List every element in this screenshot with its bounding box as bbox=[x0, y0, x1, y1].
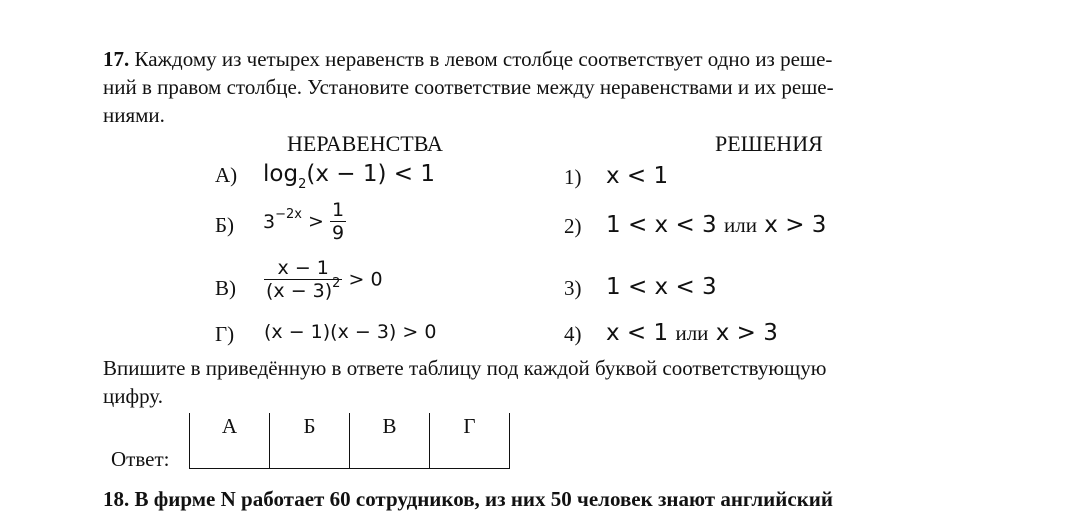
task-statement-line-2: ний в правом столбце. Установите соответствие между неравенствами и их реше- bbox=[103, 75, 834, 99]
solution-1-label: 1) bbox=[564, 165, 582, 189]
header-solutions: РЕШЕНИЯ bbox=[715, 131, 823, 156]
fraction-one-ninth bbox=[330, 199, 346, 244]
inequality-a-label: А) bbox=[215, 163, 238, 187]
solution-3-label: 3) bbox=[564, 276, 582, 300]
inequality-b-expr bbox=[263, 199, 346, 244]
inequality-g-expr: (x − 1)(x − 3) > 0 bbox=[264, 321, 437, 343]
answer-col-v: В bbox=[350, 413, 430, 440]
answer-label: Ответ: bbox=[111, 447, 170, 471]
denominator-exponent: 2 bbox=[332, 276, 341, 291]
solution-2-part-2: x > 3 bbox=[764, 212, 827, 238]
instruction-line-2: цифру. bbox=[103, 384, 163, 408]
header-inequalities: НЕРАВЕНСТВА bbox=[287, 131, 443, 156]
task-number: 17. bbox=[103, 47, 130, 71]
task-text-1: Каждому из четырех неравенств в левом столбце соответствует одно из реше- bbox=[134, 47, 833, 71]
inequality-v-expr bbox=[264, 257, 383, 302]
solution-4-part-2: x > 3 bbox=[715, 320, 778, 346]
inequality-b-label: Б) bbox=[215, 213, 235, 237]
answer-col-b: Б bbox=[270, 413, 350, 440]
fraction-denominator: 9 bbox=[331, 222, 345, 244]
inequality-a-rest: (x − 1) < 1 bbox=[306, 161, 435, 187]
solution-3-expr: 1 < x < 3 bbox=[606, 274, 717, 300]
fraction-rational bbox=[264, 257, 342, 302]
inequality-v-rest: > 0 bbox=[348, 268, 383, 291]
solution-1-expr: x < 1 bbox=[606, 163, 669, 189]
solution-2-label: 2) bbox=[564, 214, 582, 238]
solution-2-part-1: 1 < x < 3 bbox=[606, 212, 717, 238]
inequality-a-expr bbox=[263, 161, 435, 192]
task-statement-line-1 bbox=[103, 46, 832, 72]
inequality-v-label: В) bbox=[215, 276, 236, 300]
or-word: или bbox=[675, 321, 709, 345]
next-task-fragment bbox=[103, 486, 833, 512]
log-base: 2 bbox=[298, 177, 307, 192]
answer-value-row bbox=[190, 440, 510, 469]
inequality-g-label: Г) bbox=[215, 322, 235, 346]
answer-col-a: А bbox=[190, 413, 270, 440]
answer-cell-b[interactable] bbox=[270, 440, 350, 469]
fraction-numerator: x − 1 bbox=[277, 257, 329, 279]
next-task-text: 18. В фирме N работает 60 сотрудников, из них 50 человек знают английский bbox=[103, 487, 833, 511]
task-statement-line-3: ниями. bbox=[103, 103, 165, 127]
answer-table bbox=[189, 413, 510, 469]
denominator-base: (x − 3) bbox=[266, 280, 333, 302]
log-text: log bbox=[263, 161, 299, 187]
solution-4-part-1: x < 1 bbox=[606, 320, 669, 346]
solution-4-expr bbox=[606, 320, 778, 346]
power-base: 3 bbox=[263, 210, 276, 233]
power-exponent: −2x bbox=[275, 206, 302, 222]
answer-cell-a[interactable] bbox=[190, 440, 270, 469]
fraction-numerator: 1 bbox=[331, 199, 345, 221]
solution-4-label: 4) bbox=[564, 322, 582, 346]
fraction-denominator bbox=[264, 276, 342, 302]
solution-2-expr bbox=[606, 212, 826, 238]
answer-cell-g[interactable] bbox=[430, 440, 510, 469]
answer-col-g: Г bbox=[430, 413, 510, 440]
answer-header-row bbox=[190, 413, 510, 440]
answer-cell-v[interactable] bbox=[350, 440, 430, 469]
instruction-line-1: Впишите в приведённую в ответе таблицу под каждой буквой соответствующую bbox=[103, 356, 827, 380]
or-word: или bbox=[723, 213, 757, 237]
gt-sign: > bbox=[308, 210, 324, 233]
